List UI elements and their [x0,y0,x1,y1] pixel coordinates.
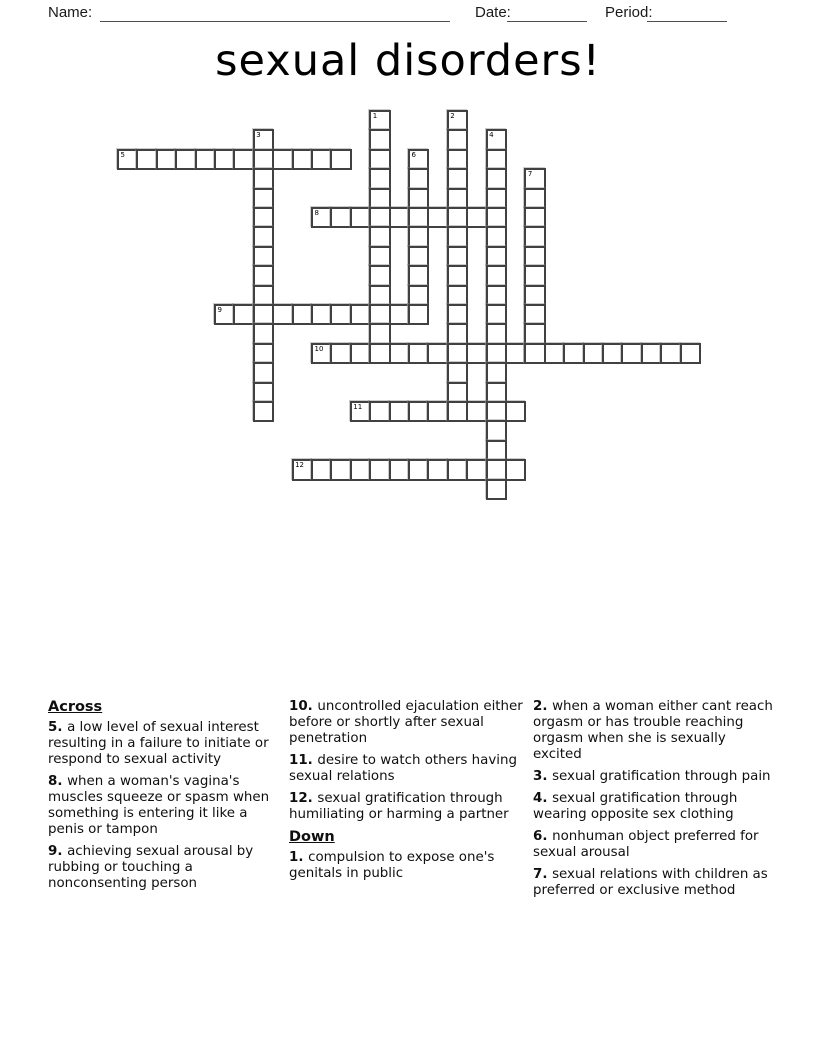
crossword-cell[interactable] [408,285,429,306]
crossword-cell[interactable] [253,362,274,383]
crossword-cell[interactable] [408,149,429,170]
crossword-cell[interactable] [486,362,507,383]
crossword-cell[interactable] [369,168,390,189]
crossword-cell[interactable] [524,304,545,325]
crossword-cell[interactable] [486,420,507,441]
crossword-cell[interactable] [447,129,468,150]
clue-10: 10. uncontrolled ejaculation either before or shortly after sexual penetration [289,699,523,746]
crossword-cell[interactable] [466,401,487,422]
clue-number: 9 [217,306,222,314]
crossword-cell[interactable] [117,149,138,170]
crossword-cell[interactable] [486,129,507,150]
crossword-cell[interactable] [233,304,254,325]
crossword-cell[interactable] [524,343,545,364]
crossword-cell[interactable] [195,149,216,170]
crossword-cell[interactable] [253,207,274,228]
crossword-cell[interactable] [369,285,390,306]
crossword-cell[interactable] [389,401,410,422]
crossword-cell[interactable] [253,401,274,422]
across-header: Across [48,699,103,715]
crossword-cell[interactable] [214,149,235,170]
crossword-cell[interactable] [447,188,468,209]
crossword-cell[interactable] [621,343,642,364]
clue-number: 7 [527,170,533,179]
crossword-cell[interactable] [447,149,468,170]
crossword-cell[interactable] [486,401,507,422]
clue-number-label: 9. [48,844,68,859]
crossword-cell[interactable] [408,246,429,267]
crossword-cell[interactable] [389,343,410,364]
clue-number: 12 [295,461,305,470]
crossword-cell[interactable] [369,149,390,170]
crossword-cell[interactable] [253,304,274,325]
crossword-cell[interactable] [447,323,468,344]
clue-number-label: 4. [533,791,553,806]
crossword-cell[interactable] [447,401,468,422]
crossword-cell[interactable] [350,304,371,325]
crossword-cell[interactable] [408,343,429,364]
crossword-cell[interactable] [583,343,604,364]
crossword-cell[interactable] [486,304,507,325]
clue-number-label: 7. [533,867,553,882]
crossword-cell[interactable] [330,207,351,228]
crossword-cell[interactable] [447,168,468,189]
crossword-cell[interactable] [311,149,332,170]
clues-column-3 [533,699,773,905]
crossword-cell[interactable] [369,226,390,247]
crossword-cell[interactable] [486,226,507,247]
clue-9: 9. achieving sexual arousal by rubbing or touching a nonconsenting person [48,844,254,891]
crossword-cell[interactable] [408,304,429,325]
crossword-cell[interactable] [524,265,545,286]
crossword-cell[interactable] [524,207,545,228]
period-label: Period: [605,4,653,21]
crossword-cell[interactable] [660,343,681,364]
crossword-cell[interactable] [408,226,429,247]
crossword-cell[interactable] [350,343,371,364]
down-header: Down [289,829,335,845]
crossword-cell[interactable] [486,440,507,461]
clue-6: 6. nonhuman object preferred for sexual arousal [533,829,759,860]
clue-number: 11 [353,403,363,411]
page-title: sexual disorders! [215,36,601,86]
clue-number: 10 [314,344,324,353]
crossword-cell[interactable] [486,479,507,500]
crossword-cell[interactable] [369,459,390,480]
crossword-cell[interactable] [253,265,274,286]
clue-number-label: 2. [533,699,553,714]
crossword-cell[interactable] [408,401,429,422]
crossword-cell[interactable] [447,382,468,403]
crossword-cell[interactable] [330,149,351,170]
name-input-line[interactable] [100,7,450,22]
crossword-cell[interactable] [214,304,235,325]
crossword-cell[interactable] [486,246,507,267]
crossword-cell[interactable] [369,207,390,228]
clue-12: 12. sexual gratification through humiliating or harming a partner [289,791,509,822]
crossword-cell[interactable] [427,207,448,228]
crossword-cell[interactable] [447,207,468,228]
clue-8: 8. when a woman's vagina's muscles squeeze or spasm when something is entering it like a penis or tampon [48,774,270,837]
clues-column-2 [289,699,532,888]
crossword-cell[interactable] [369,323,390,344]
crossword-cell[interactable] [311,459,332,480]
crossword-cell[interactable] [272,304,293,325]
crossword-cell[interactable] [369,129,390,150]
crossword-cell[interactable] [427,401,448,422]
crossword-cell[interactable] [486,149,507,170]
clue-3: 3. sexual gratification through pain [533,769,771,784]
name-label: Name: [48,4,93,21]
crossword-cell[interactable] [369,401,390,422]
crossword-cell[interactable] [253,226,274,247]
crossword-cell[interactable] [408,188,429,209]
crossword-cell[interactable] [447,362,468,383]
crossword-cell[interactable] [602,343,623,364]
clue-number: 5 [120,150,125,159]
crossword-cell[interactable] [524,188,545,209]
crossword-cell[interactable] [369,110,390,131]
crossword-cell[interactable] [447,110,468,131]
clue-number: 8 [314,209,319,217]
date-label: Date: [475,4,511,21]
crossword-cell[interactable] [369,265,390,286]
crossword-cell[interactable] [389,304,410,325]
crossword-cell[interactable] [408,207,429,228]
period-input-line[interactable] [647,7,727,22]
crossword-cell[interactable] [330,459,351,480]
crossword-cell[interactable] [292,459,313,480]
crossword-cell[interactable] [486,343,507,364]
clue-4: 4. sexual gratification through wearing opposite sex clothing [533,791,738,822]
crossword-cell[interactable] [156,149,177,170]
crossword-cell[interactable] [427,459,448,480]
clue-number: 3 [256,131,261,140]
crossword-cell[interactable] [466,459,487,480]
crossword-cell[interactable] [544,343,565,364]
crossword-cell[interactable] [408,459,429,480]
crossword-cell[interactable] [524,323,545,344]
clue-2: 2. when a woman either cant reach orgasm or has trouble reaching orgasm when she is sexually excited [533,699,773,762]
crossword-cell[interactable] [253,168,274,189]
crossword-cell[interactable] [175,149,196,170]
crossword-cell[interactable] [486,265,507,286]
crossword-cell[interactable] [253,188,274,209]
crossword-cell[interactable] [253,149,274,170]
clue-number-label: 6. [533,829,553,844]
crossword-cell[interactable] [447,246,468,267]
crossword-cell[interactable] [447,265,468,286]
crossword-cell[interactable] [330,304,351,325]
crossword-cell[interactable] [505,343,526,364]
crossword-cell[interactable] [641,343,662,364]
crossword-cell[interactable] [253,323,274,344]
clue-number-label: 5. [48,720,68,735]
crossword-cell[interactable] [253,343,274,364]
crossword-cell[interactable] [447,343,468,364]
clue-number-label: 10. [289,699,318,714]
clue-number-label: 1. [289,850,309,865]
crossword-cell[interactable] [466,343,487,364]
crossword-cell[interactable] [369,188,390,209]
crossword-cell[interactable] [292,149,313,170]
crossword-cell[interactable] [524,285,545,306]
crossword-cell[interactable] [330,343,351,364]
clue-number: 4 [489,131,494,140]
crossword-cell[interactable] [253,129,274,150]
crossword-cell[interactable] [505,401,526,422]
crossword-cell[interactable] [524,168,545,189]
crossword-cell[interactable] [369,246,390,267]
crossword-cell[interactable] [408,265,429,286]
clue-number-label: 12. [289,791,318,806]
crossword-cell[interactable] [524,226,545,247]
crossword-cell[interactable] [486,382,507,403]
crossword-cell[interactable] [427,343,448,364]
crossword-cell[interactable] [466,207,487,228]
clue-number-label: 3. [533,769,553,784]
crossword-cell[interactable] [524,246,545,267]
crossword-cell[interactable] [136,149,157,170]
clue-number: 1 [372,112,378,120]
crossword-cell[interactable] [486,168,507,189]
clue-11: 11. desire to watch others having sexual relations [289,753,517,784]
crossword-cell[interactable] [389,207,410,228]
crossword-cell[interactable] [311,207,332,228]
clue-number-label: 11. [289,753,318,768]
clue-7: 7. sexual relations with children as preferred or exclusive method [533,867,768,898]
crossword-cell[interactable] [253,285,274,306]
crossword-cell[interactable] [486,207,507,228]
crossword-cell[interactable] [486,285,507,306]
crossword-cell[interactable] [563,343,584,364]
crossword-cell[interactable] [486,323,507,344]
clue-number: 6 [411,150,416,159]
crossword-cell[interactable] [350,401,371,422]
crossword-cell[interactable] [447,226,468,247]
crossword-cell[interactable] [505,459,526,480]
clue-5: 5. a low level of sexual interest resulting in a failure to initiate or respond to sexual activity [48,720,269,767]
date-input-line[interactable] [507,7,587,22]
crossword-cell[interactable] [447,285,468,306]
crossword-cell[interactable] [369,343,390,364]
crossword-cell[interactable] [486,188,507,209]
crossword-cell[interactable] [253,246,274,267]
clues-column-1 [48,699,281,898]
crossword-cell[interactable] [389,459,410,480]
crossword-cell[interactable] [311,343,332,364]
crossword-cell[interactable] [369,304,390,325]
crossword-cell[interactable] [447,459,468,480]
crossword-cell[interactable] [253,382,274,403]
crossword-cell[interactable] [350,459,371,480]
crossword-cell[interactable] [292,304,313,325]
crossword-cell[interactable] [408,168,429,189]
crossword-cell[interactable] [350,207,371,228]
crossword-cell[interactable] [447,304,468,325]
crossword-cell[interactable] [680,343,701,364]
clue-number: 2 [450,112,455,120]
crossword-cell[interactable] [486,459,507,480]
crossword-cell[interactable] [233,149,254,170]
clue-number-label: 8. [48,774,68,789]
clue-1: 1. compulsion to expose one's genitals in public [289,850,495,881]
crossword-cell[interactable] [311,304,332,325]
crossword-cell[interactable] [272,149,293,170]
